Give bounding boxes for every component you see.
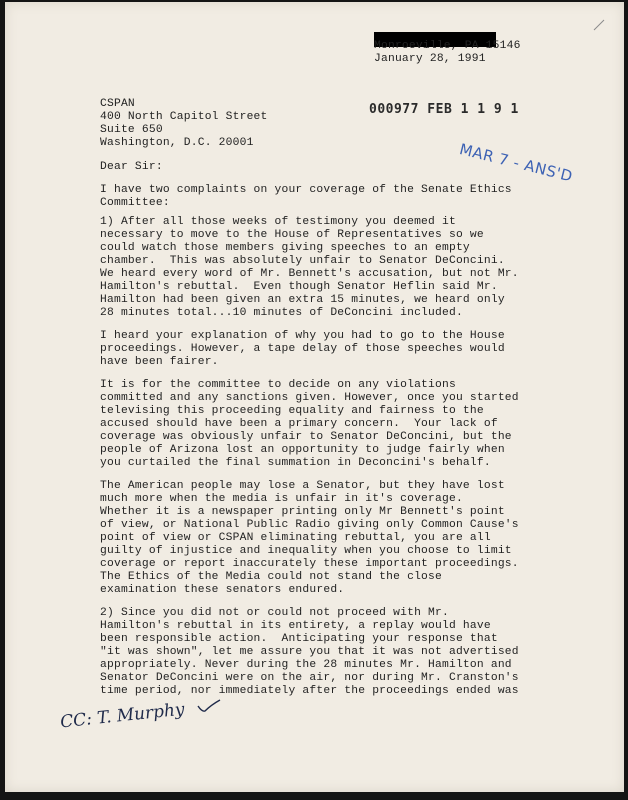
text-line: coverage or report inaccurately these important proceedings. <box>100 558 519 570</box>
text-line: time period, nor immediately after the proceedings ended was <box>100 685 519 697</box>
text-line: I have two complaints on your coverage of the Senate Ethics <box>100 184 512 196</box>
text-line: chamber. This was absolutely unfair to Senator DeConcini. <box>100 255 505 267</box>
text-line: The American people may lose a Senator, but they have lost <box>100 480 505 492</box>
recipient-suite: Suite 650 <box>100 124 163 136</box>
text-line: "it was shown", let me assure you that it was not advertised <box>100 646 519 658</box>
text-line: point of view or CSPAN eliminating rebuttal, you are all <box>100 532 491 544</box>
text-line: Hamilton had been given an extra 15 minutes, we heard only <box>100 294 505 306</box>
text-line: Whether it is a newspaper printing only Mr Bennett's point <box>100 506 505 518</box>
text-line: coverage was obviously unfair to Senator DeConcini, but the <box>100 431 512 443</box>
text-line: Hamilton's rebuttal. Even though Senator Heflin said Mr. <box>100 281 498 293</box>
text-line: televising this proceeding equality and fairness to the <box>100 405 484 417</box>
text-line: been responsible action. Anticipating your response that <box>100 633 498 645</box>
received-number-stamp: 000977 FEB 1 1 9 1 <box>369 102 519 117</box>
recipient-city: Washington, D.C. 20001 <box>100 137 254 149</box>
text-line: I heard your explanation of why you had to go to the House <box>100 330 505 342</box>
text-line: you curtailed the final summation in Deconcini's behalf. <box>100 457 491 469</box>
text-line: It is for the committee to decide on any violations <box>100 379 456 391</box>
text-line: Hamilton's rebuttal in its entirety, a replay would have <box>100 620 491 632</box>
text-line: The Ethics of the Media could not stand the close <box>100 571 442 583</box>
sender-city: Monroeville, PA 15146 <box>374 40 521 52</box>
text-line: appropriately. Never during the 28 minutes Mr. Hamilton and <box>100 659 512 671</box>
text-line: accused should have been a primary concern. Your lack of <box>100 418 498 430</box>
text-line: examination these senators endured. <box>100 584 345 596</box>
text-line: much more when the media is unfair in it's coverage. <box>100 493 463 505</box>
pencil-mark <box>592 18 606 32</box>
text-line: proceedings. However, a tape delay of those speeches would <box>100 343 505 355</box>
salutation: Dear Sir: <box>100 161 163 173</box>
text-line: guilty of injustice and inequality when you choose to limit <box>100 545 512 557</box>
text-line: We heard every word of Mr. Bennett's accusation, but not Mr. <box>100 268 519 280</box>
answered-date-stamp: MAR 7 - ANS'D <box>457 140 575 186</box>
recipient-name: CSPAN <box>100 98 135 110</box>
text-line: 1) After all those weeks of testimony you deemed it <box>100 216 456 228</box>
text-line: necessary to move to the House of Representatives so we <box>100 229 484 241</box>
text-line: Committee: <box>100 197 170 209</box>
text-line: Senator DeConcini were on the air, nor during Mr. Cranston's <box>100 672 519 684</box>
text-line: people of Arizona lost an opportunity to judge fairly when <box>100 444 505 456</box>
check-mark-icon <box>196 698 222 714</box>
recipient-street: 400 North Capitol Street <box>100 111 268 123</box>
letter-date: January 28, 1991 <box>374 53 486 65</box>
text-line: have been fairer. <box>100 356 219 368</box>
text-line: of view, or National Public Radio giving only Common Cause's <box>100 519 519 531</box>
handwritten-cc-note: CC: T. Murphy <box>59 699 186 733</box>
text-line: 28 minutes total...10 minutes of DeConcini included. <box>100 307 463 319</box>
text-line: 2) Since you did not or could not proceed with Mr. <box>100 607 449 619</box>
text-line: committed and any sanctions given. However, once you started <box>100 392 519 404</box>
text-line: could watch those members giving speeches to an empty <box>100 242 470 254</box>
